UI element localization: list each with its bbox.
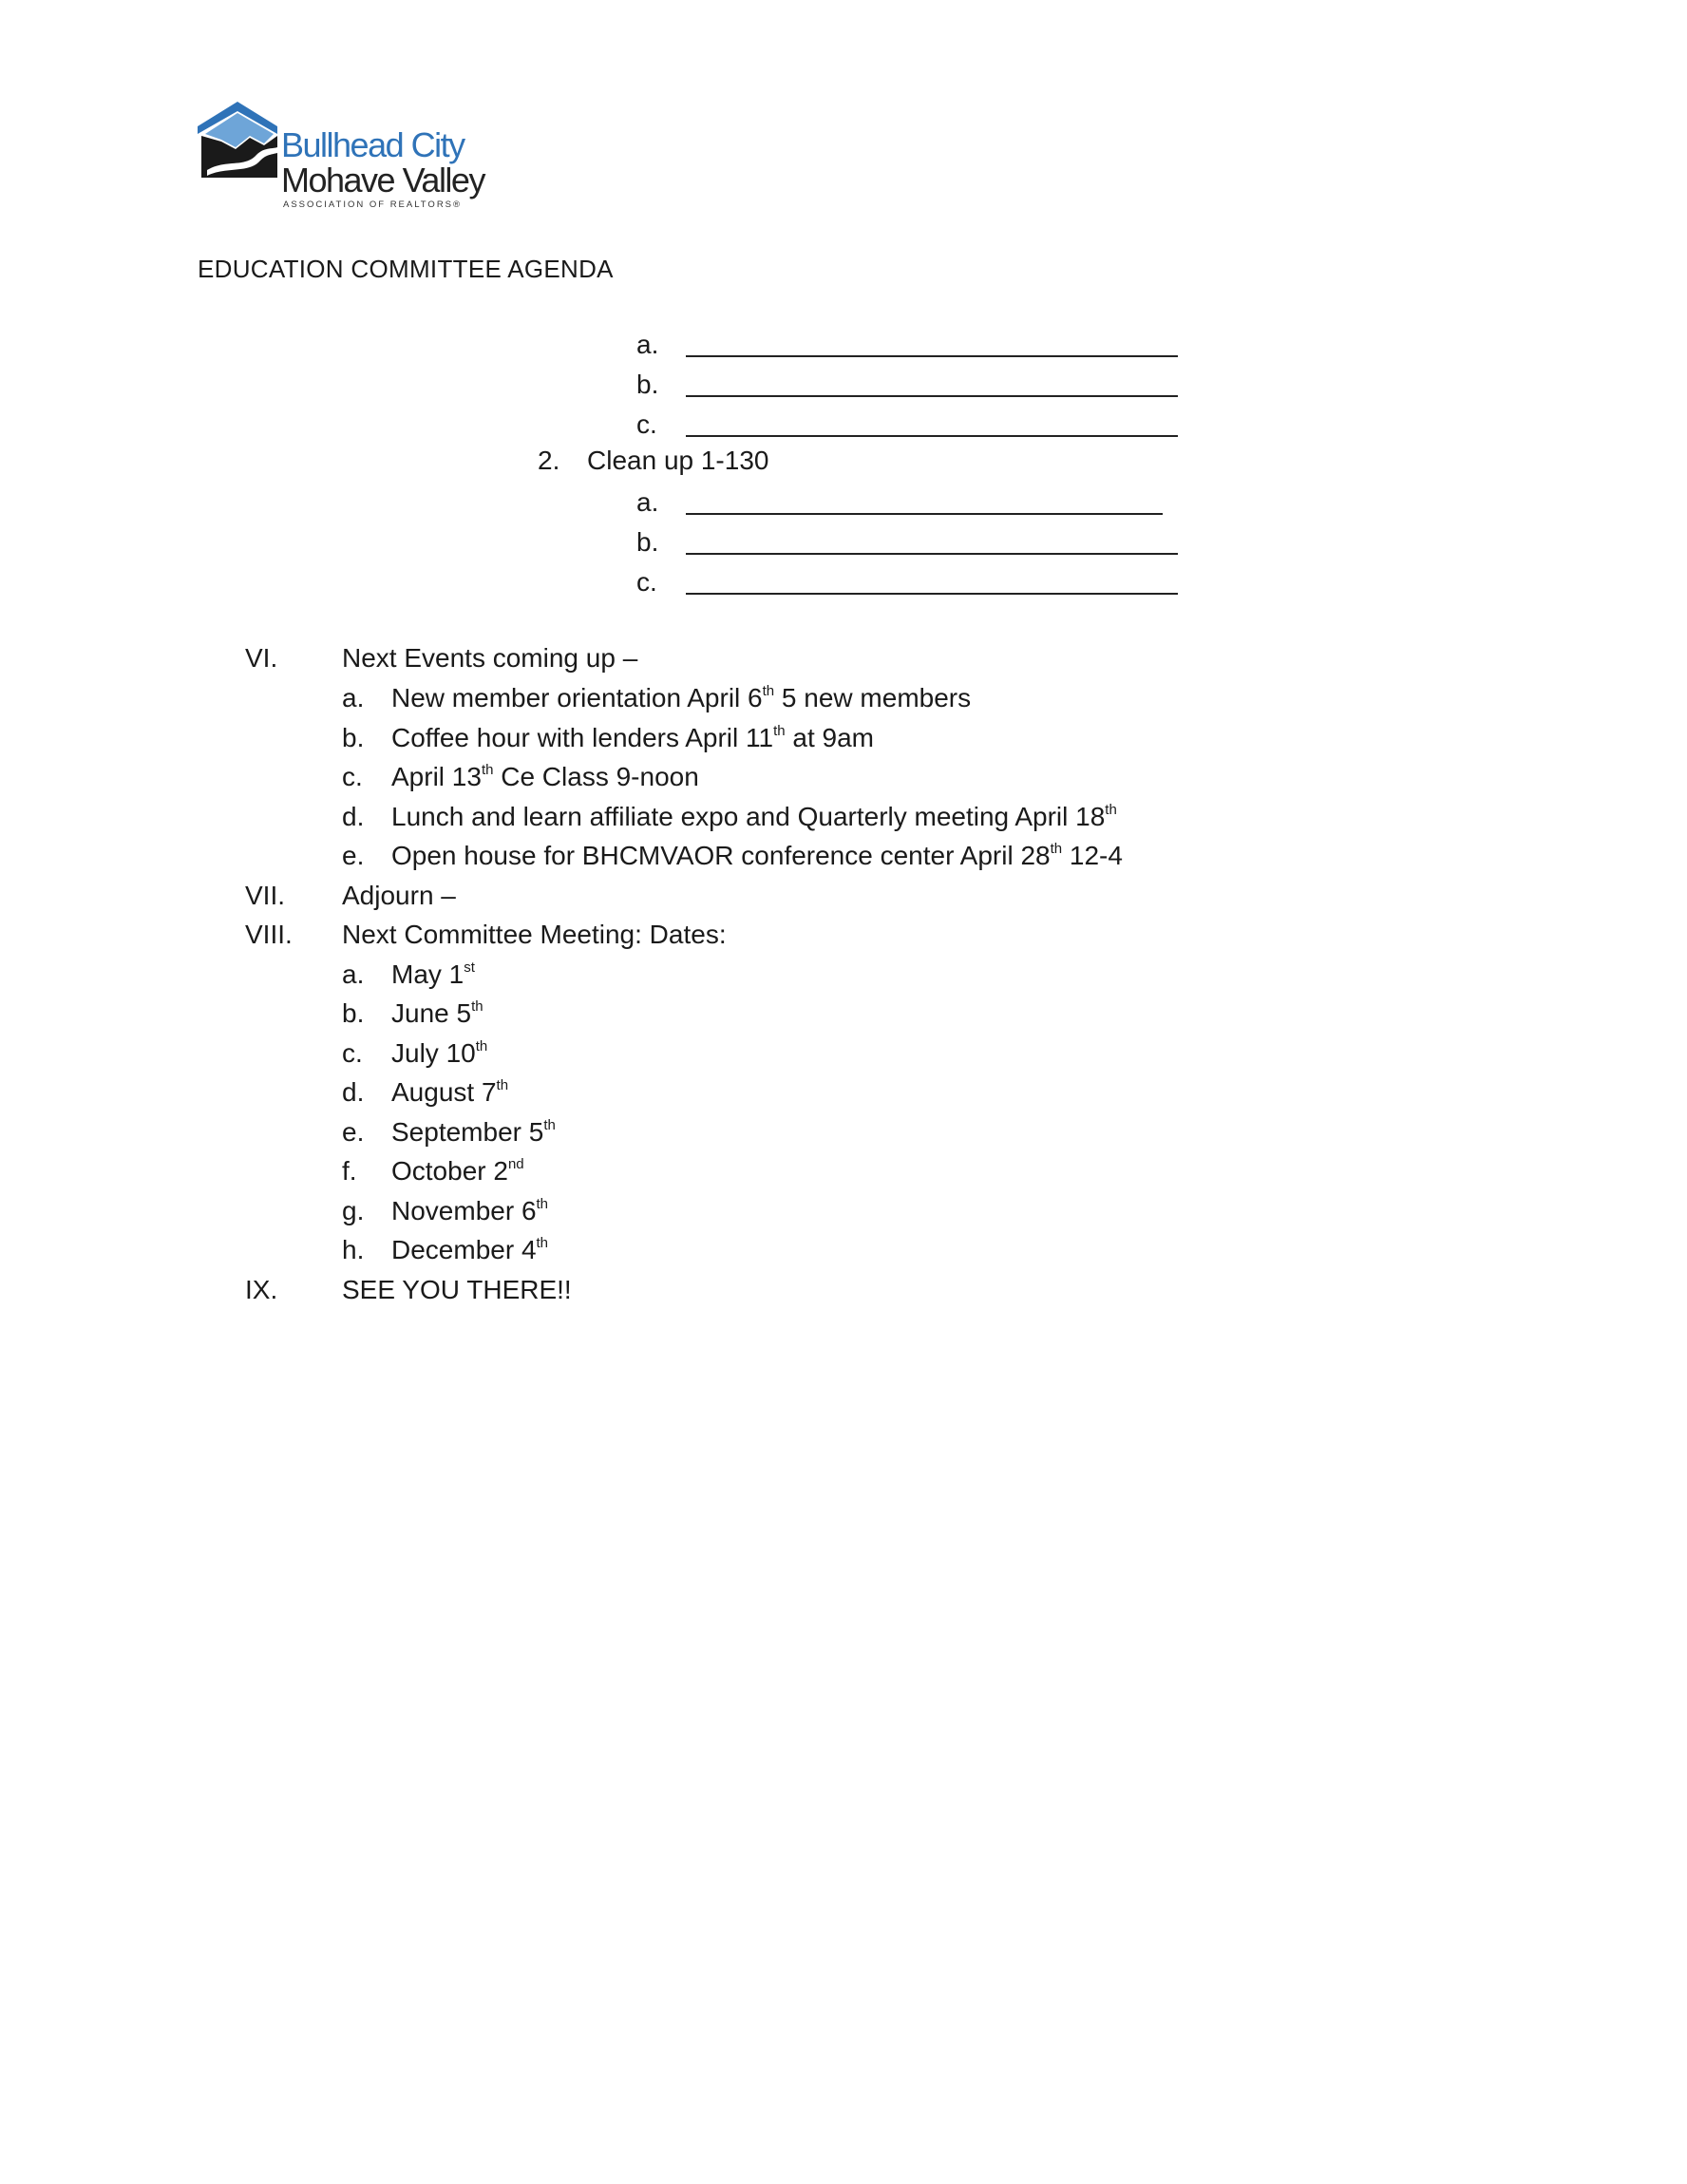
blank-line [686, 593, 1178, 595]
section-number: VI. [245, 643, 278, 673]
section-number: VIII. [245, 920, 293, 949]
list-item-letter: f. [342, 1156, 357, 1186]
list-item-letter: c. [342, 1038, 363, 1068]
list-item: May 1st [391, 959, 475, 989]
list-item: July 10th [391, 1038, 488, 1068]
list-item: Lunch and learn affiliate expo and Quarterly meeting April 18th [391, 802, 1117, 831]
section-title: Next Events coming up – [342, 643, 638, 673]
blank-line [686, 355, 1178, 357]
list-item-letter: c. [342, 762, 363, 791]
list-item-letter: a. [342, 959, 365, 989]
logo-text-line2: Mohave Valley [281, 161, 484, 199]
section-number: VII. [245, 881, 286, 910]
blank-item-label: a. [636, 330, 659, 359]
list-item-letter: e. [342, 841, 365, 870]
logo-text-line1: Bullhead City [281, 125, 464, 164]
list-item-letter: h. [342, 1235, 365, 1264]
list-item: June 5th [391, 998, 483, 1028]
page-title: EDUCATION COMMITTEE AGENDA [198, 255, 614, 283]
blank-item-label: b. [636, 370, 659, 399]
blank-item-label: a. [636, 487, 659, 517]
section-title: Next Committee Meeting: Dates: [342, 920, 727, 949]
blank-line [686, 513, 1163, 515]
blank-line [686, 553, 1178, 555]
list-item-letter: d. [342, 802, 365, 831]
blank-line [686, 435, 1178, 437]
list-item: September 5th [391, 1117, 556, 1147]
section-number: IX. [245, 1275, 278, 1304]
organization-logo [198, 100, 483, 214]
logo-text-line3: ASSOCIATION OF REALTORS® [283, 199, 463, 210]
list-item: December 4th [391, 1235, 549, 1264]
list-item: Open house for BHCMVAOR conference center April 28th 12-4 [391, 841, 1123, 870]
list-item: August 7th [391, 1077, 509, 1107]
list-item: November 6th [391, 1196, 549, 1225]
item-number: 2. [538, 446, 560, 475]
list-item: October 2nd [391, 1156, 524, 1186]
list-item: Coffee hour with lenders April 11th at 9am [391, 723, 874, 752]
list-item-letter: g. [342, 1196, 365, 1225]
blank-line [686, 395, 1178, 397]
list-item-letter: d. [342, 1077, 365, 1107]
section-title: SEE YOU THERE!! [342, 1275, 572, 1304]
list-item-letter: b. [342, 998, 365, 1028]
list-item-letter: b. [342, 723, 365, 752]
blank-item-label: b. [636, 527, 659, 557]
item-text: Clean up 1-130 [587, 446, 769, 475]
list-item: April 13th Ce Class 9-noon [391, 762, 699, 791]
blank-item-label: c. [636, 409, 657, 439]
section-title: Adjourn – [342, 881, 456, 910]
blank-item-label: c. [636, 567, 657, 597]
list-item-letter: a. [342, 683, 365, 712]
house-mountain-icon [198, 100, 283, 190]
list-item: New member orientation April 6th 5 new members [391, 683, 972, 712]
list-item-letter: e. [342, 1117, 365, 1147]
